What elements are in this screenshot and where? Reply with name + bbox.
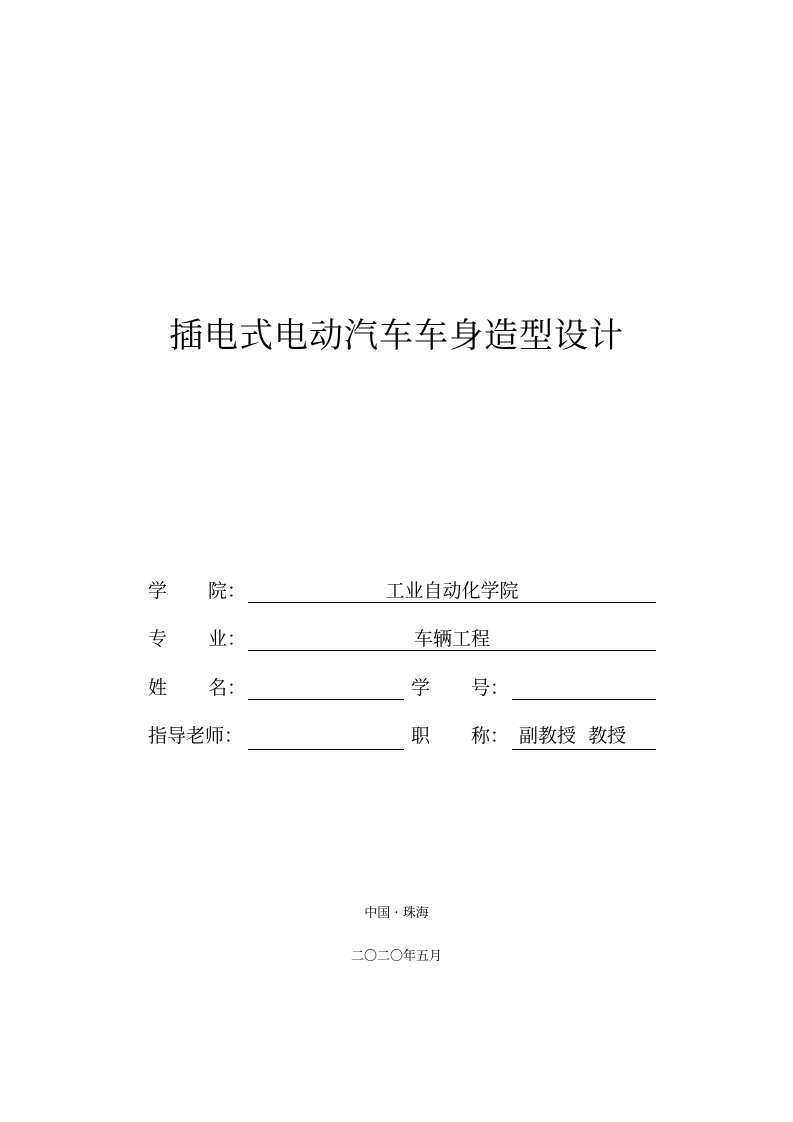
major-value: 车辆工程: [413, 628, 490, 650]
footer-date: 二〇二〇年五月: [350, 949, 442, 964]
college-label-a: 学: [148, 580, 168, 602]
major-label-b: 业：: [208, 628, 247, 650]
rank-value: 副教授 教授: [519, 725, 627, 747]
rank-label-a: 职: [411, 725, 431, 747]
student-id-underline: [512, 699, 656, 700]
rank-underline: [512, 749, 656, 750]
name-label-a: 姓: [148, 677, 168, 699]
name-label-b: 名：: [208, 677, 247, 699]
thesis-title: 插电式电动汽车车身造型设计: [169, 316, 624, 356]
college-value: 工业自动化学院: [385, 580, 519, 602]
student-id-label-a: 学: [411, 677, 431, 699]
rank-label-b: 称：: [471, 725, 510, 747]
college-label-b: 院：: [208, 580, 247, 602]
college-underline: [248, 602, 656, 603]
advisor-underline: [248, 749, 404, 750]
major-label-a: 专: [148, 628, 168, 650]
footer-location: 中国 · 珠海: [364, 906, 429, 921]
student-id-label-b: 号：: [471, 677, 510, 699]
major-underline: [248, 650, 656, 651]
name-underline: [248, 699, 404, 700]
advisor-label: 指导老师：: [148, 725, 244, 747]
